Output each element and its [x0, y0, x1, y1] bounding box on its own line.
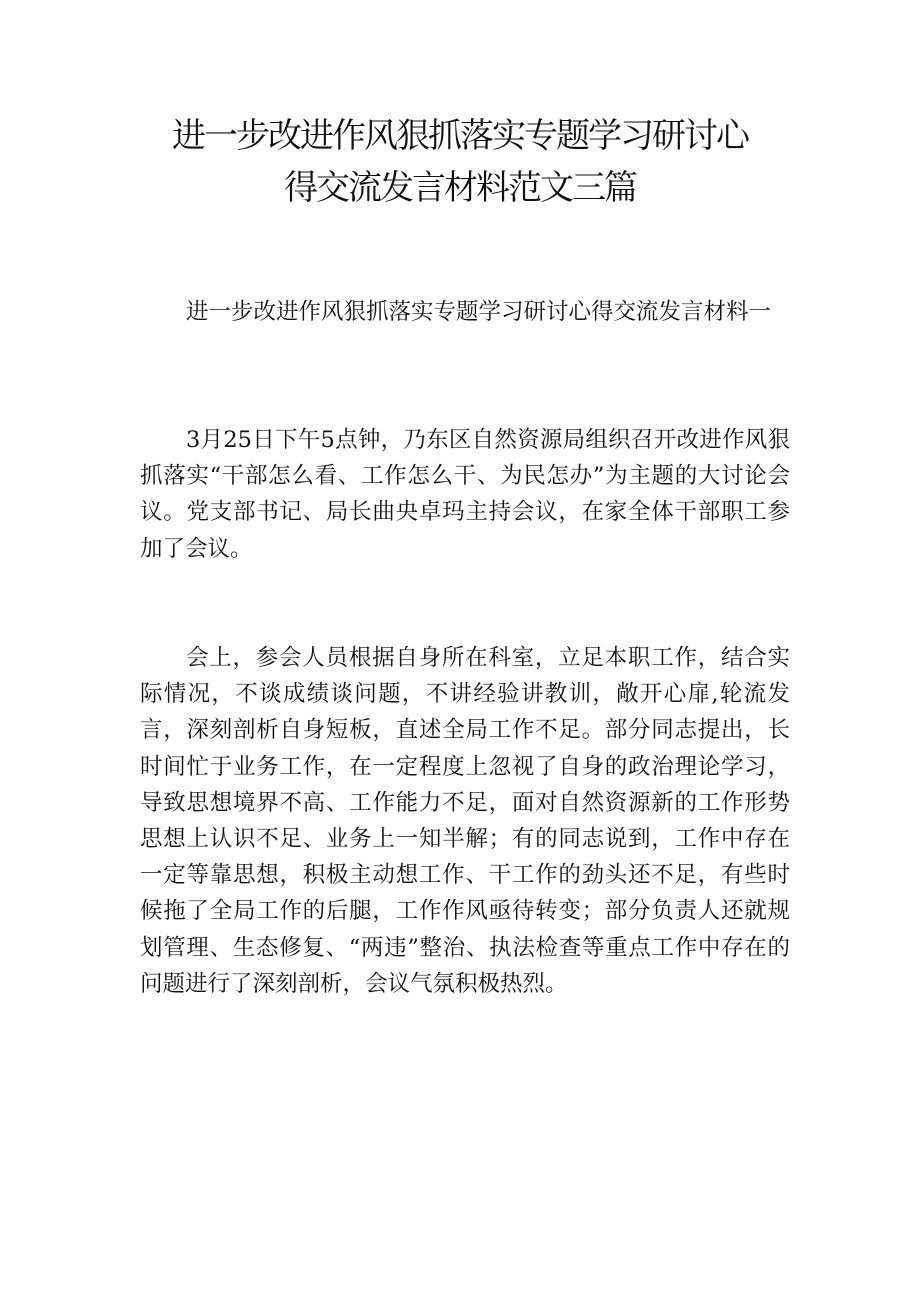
title-line-1: 进一步改进作风狠抓落实专题学习研讨心 [172, 116, 748, 156]
document-title [140, 110, 780, 214]
paragraph-text: 会上，参会人员根据自身所在科室，立足本职工作，结合实际情况，不谈成绩谈问题，不讲经验讲教训，敞开心扉,轮流发言，深刻剖析自身短板，直述全局工作不足。部分同志提出，长时间忙于业务工作，在一定程度上忽视了自身的政治理论学习，导致思想境界不高、工作能力不足，面对自然资源新的工作形势思想上认识不足、业务上一知半解；有的同志说到，工作中存在一定等靠思想，积极主动想工作、干工作的劲头还不足，有些时候拖了全局工作的后腿，工作作风亟待转变；部分负责人还就规划管理、生态修复、“两违”整治、执法检查等重点工作中存在的问题进行了深刻剖析，会议气氛积极热烈。 [140, 645, 790, 997]
title-line-2: 得交流发言材料范文三篇 [284, 168, 636, 208]
section-heading-text: 进一步改进作风狠抓落实专题学习研讨心得交流发言材料一 [186, 299, 772, 325]
paragraph-text: 3月25日下午5点钟，乃东区自然资源局组织召开改进作风狠抓落实“干部怎么看、工作怎么干、为民怎办”为主题的大讨论会议。党支部书记、局长曲央卓玛主持会议，在家全体干部职工参加了会议。 [140, 427, 790, 562]
paragraph-2 [140, 640, 790, 1002]
paragraph-1 [140, 422, 790, 567]
section-heading [140, 294, 790, 330]
